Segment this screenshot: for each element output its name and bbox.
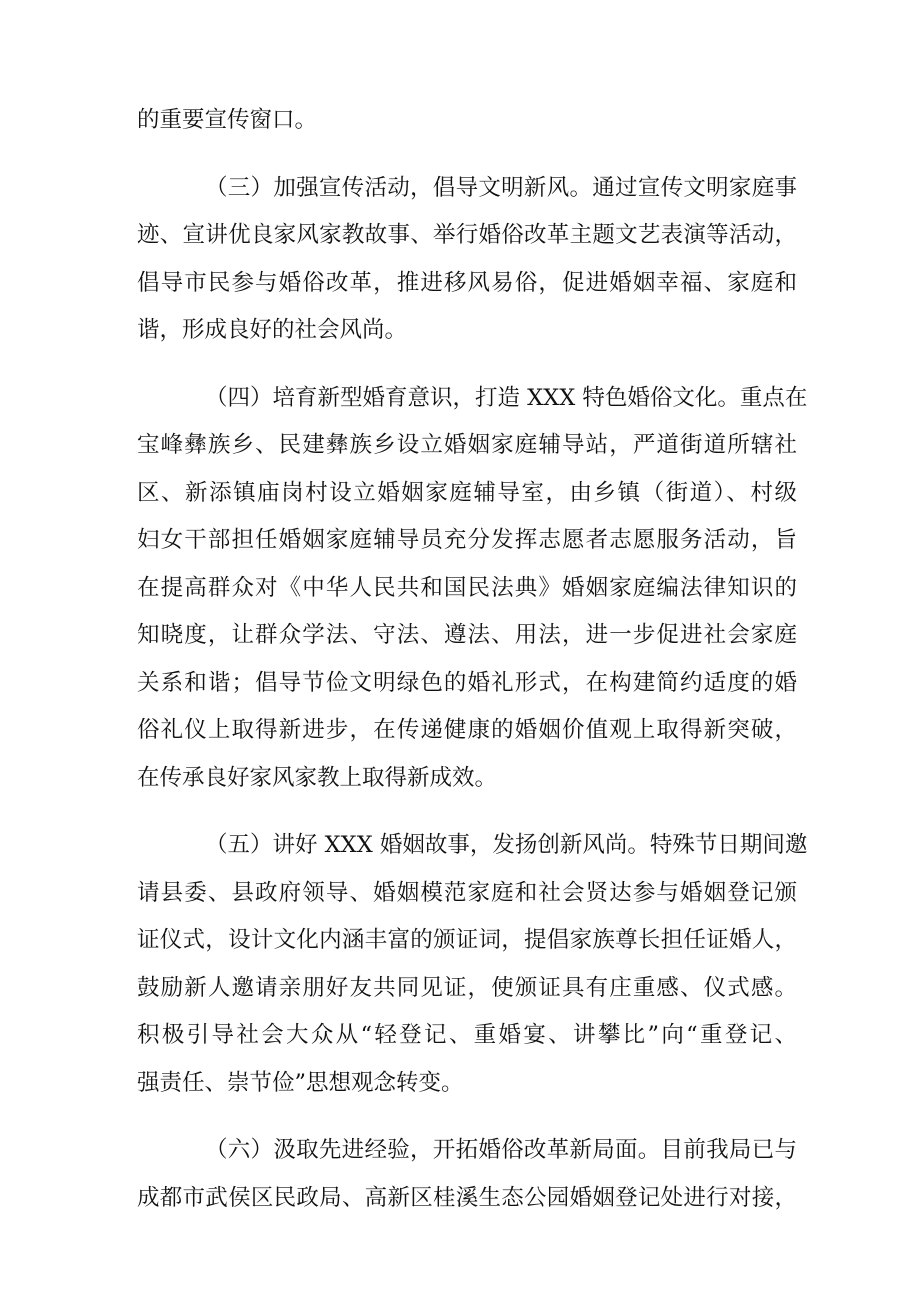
text-line: 区、新添镇庙岗村设立婚姻家庭辅导室，由乡镇（街道）、村级	[137, 479, 797, 506]
paragraph	[137, 822, 808, 1107]
text-line: （六）汲取先进经验，开拓婚俗改革新局面。目前我局已与	[205, 1137, 797, 1163]
text-line: 证仪式，设计文化内涵丰富的颁证词，提倡家族尊长担任证婚人，	[137, 927, 797, 953]
paragraph	[137, 1127, 797, 1222]
text-line: 在提高群众对《中华人民共和国民法典》婚姻家庭编法律知识的	[137, 574, 797, 601]
text-line: 成都市武侯区民政局、高新区桂溪生态公园婚姻登记处进行对接，	[137, 1184, 797, 1211]
text-line: 妇女干部担任婚姻家庭辅导员充分发挥志愿者志愿服务活动，旨	[137, 527, 797, 553]
text-line: （五）讲好 XXX 婚姻故事，发扬创新风尚。特殊节日期间邀	[205, 832, 808, 858]
paragraph	[137, 165, 797, 355]
text-line: 知晓度，让群众学法、守法、遵法、用法，进一步促进社会家庭	[137, 622, 797, 648]
text-line: 倡导市民参与婚俗改革，推进移风易俗，促进婚姻幸福、家庭和	[137, 269, 797, 296]
text-line: （四）培育新型婚育意识，打造 XXX 特色婚俗文化。重点在	[205, 384, 808, 411]
text-line: 谐，形成良好的社会风尚。	[137, 317, 408, 343]
text-line: 请县委、县政府领导、婚姻模范家庭和社会贤达参与婚姻登记颁	[137, 879, 797, 906]
text-line: 迹、宣讲优良家风家教故事、举行婚俗改革主题文艺表演等活动，	[137, 222, 797, 248]
paragraph-gap	[137, 1107, 797, 1127]
text-line: 宝峰彝族乡、民建彝族乡设立婚姻家庭辅导站，严道街道所辖社	[137, 432, 797, 458]
text-line: 强责任、崇节俭”思想观念转变。	[137, 1069, 464, 1096]
text-line: 关系和谐；倡导节俭文明绿色的婚礼形式，在构建简约适度的婚	[137, 669, 797, 696]
text-line: 积极引导社会大众从“轻登记、重婚宴、讲攀比”向“重登记、	[137, 1022, 797, 1048]
document-body	[137, 97, 808, 1222]
text-line: 俗礼仪上取得新进步，在传递健康的婚姻价值观上取得新突破，	[137, 717, 797, 743]
text-line: 的重要宣传窗口。	[137, 107, 318, 133]
text-line: 在传承良好家风家教上取得新成效。	[137, 764, 498, 791]
paragraph	[137, 375, 808, 803]
paragraph-gap	[137, 145, 797, 165]
paragraph-gap	[137, 802, 797, 822]
text-line: （三）加强宣传活动，倡导文明新风。通过宣传文明家庭事	[205, 174, 797, 201]
paragraph-gap	[137, 355, 797, 375]
text-line: 鼓励新人邀请亲朋好友共同见证，使颁证具有庄重感、仪式感。	[137, 974, 797, 1001]
paragraph	[137, 97, 797, 145]
